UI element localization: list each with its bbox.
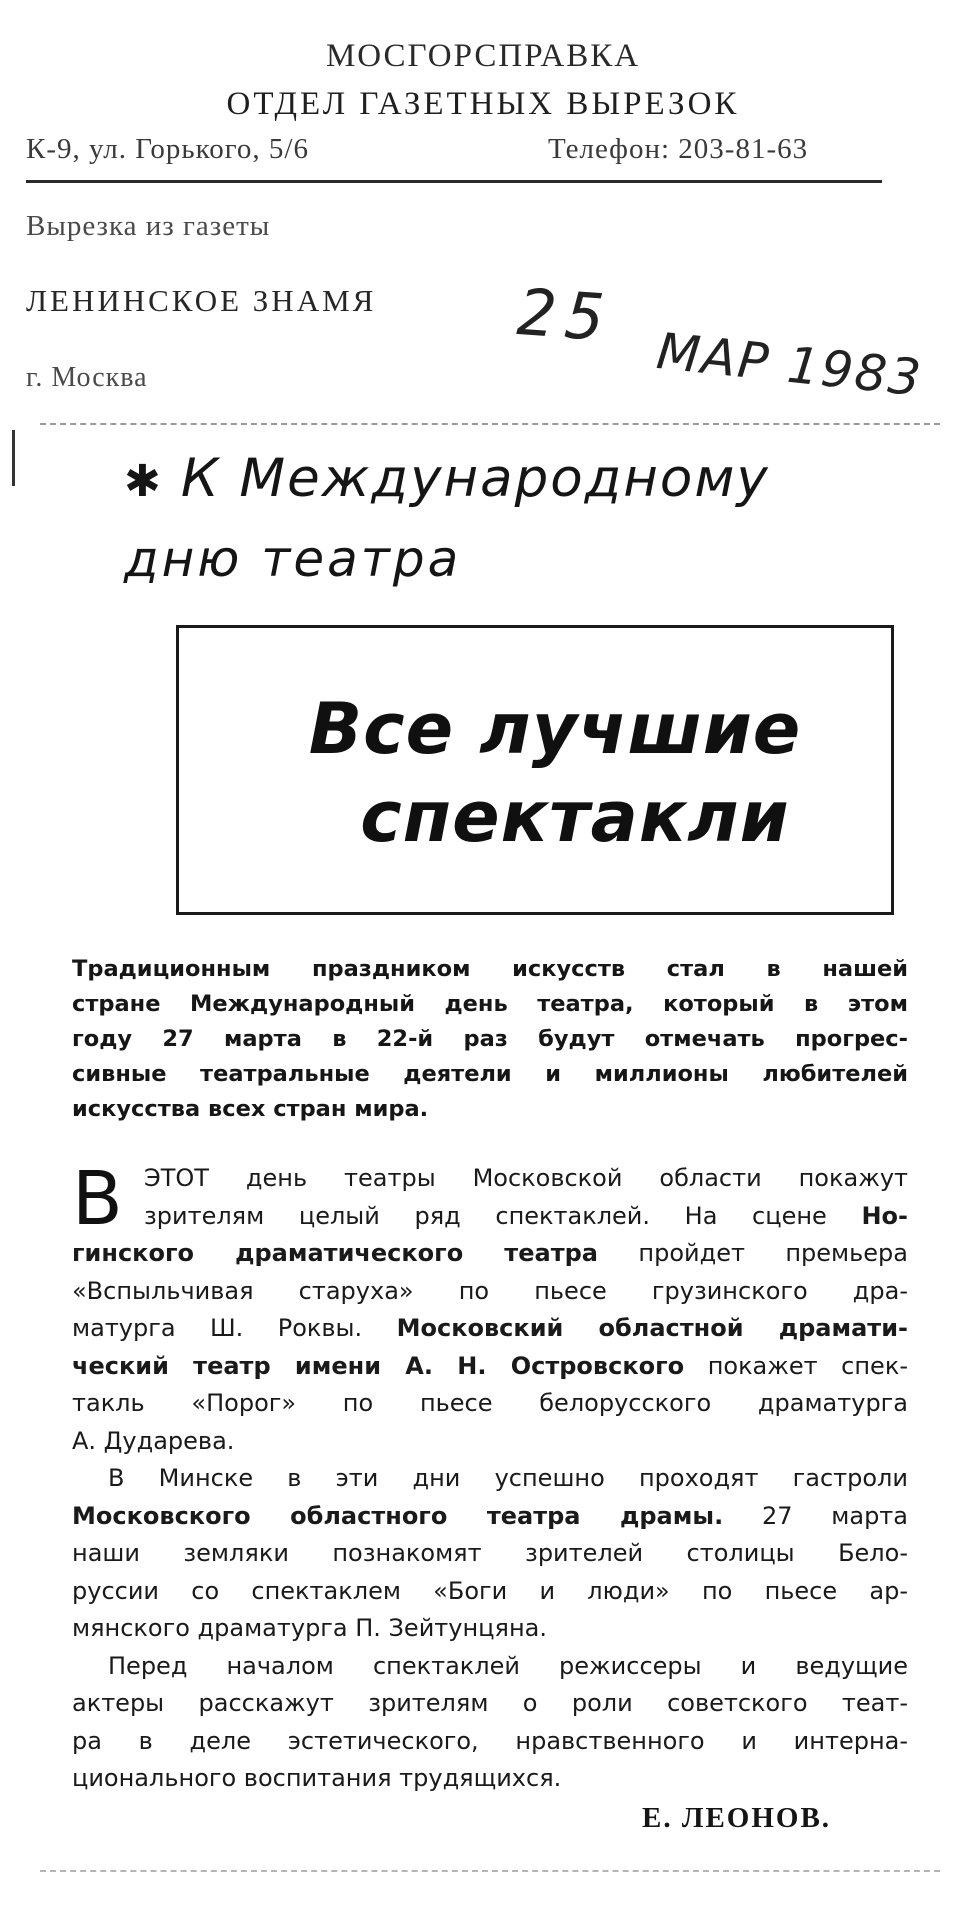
body-line: актеры расскажут зрителям о роли советского теат-	[72, 1689, 908, 1717]
letterhead-address: К-9, ул. Горького, 5/6	[26, 133, 309, 165]
headline-line-1: Все лучшие	[308, 688, 802, 770]
rubric-line-2: дню театра	[124, 530, 462, 588]
headline-line-2: спектакли	[360, 776, 790, 858]
body-line: такль «Порог» по пьесе белорусского драматурга	[72, 1389, 908, 1417]
lead-line: году 27 марта в 22-й раз будут отмечать прогрес-	[72, 1026, 908, 1052]
headline-box	[176, 625, 894, 915]
body-line: Московского областного театра драмы. 27 марта	[72, 1501, 908, 1530]
drop-cap: В	[72, 1156, 123, 1242]
scan-edge-mark	[12, 430, 15, 486]
author-signature: Е. ЛЕОНОВ.	[642, 1802, 832, 1834]
body-line: наши земляки познакомят зрителей столицы Бело-	[72, 1539, 908, 1567]
body-line: В Минске в эти дни успешно проходят гастроли	[108, 1464, 908, 1492]
date-stamp-day: 25	[514, 276, 617, 357]
cut-line-top	[40, 423, 940, 425]
cut-line-bottom	[40, 1870, 940, 1872]
rubric-text-1: К Международному	[180, 448, 770, 509]
body-line: ционального воспитания трудящихся.	[72, 1764, 562, 1792]
body-line: А. Дударева.	[72, 1426, 235, 1455]
body-line: ЭТОТ день театры Московской области покажут	[144, 1164, 908, 1192]
letterhead-divider	[26, 180, 882, 183]
body-line: зрителям целый ряд спектаклей. На сцене Но-	[144, 1201, 908, 1230]
letterhead-phone: Телефон: 203-81-63	[548, 133, 809, 165]
newspaper-name: ЛЕНИНСКОЕ ЗНАМЯ	[26, 283, 377, 318]
body-line: матурга Ш. Роквы. Московский областной драмати-	[72, 1314, 908, 1342]
lead-paragraph	[72, 952, 908, 1127]
body-line: Перед началом спектаклей режиссеры и ведущие	[108, 1651, 908, 1680]
newspaper-city: г. Москва	[26, 362, 148, 393]
body-line: мянского драматурга П. Зейтунцяна.	[72, 1614, 547, 1642]
body-line: ра в деле эстетического, нравственного и интерна-	[72, 1726, 908, 1755]
body-line: руссии со спектаклем «Боги и люди» по пьесе ар-	[72, 1576, 908, 1605]
letterhead-department: ОТДЕЛ ГАЗЕТНЫХ ВЫРЕЗОК	[226, 86, 740, 122]
asterisk-icon: ✱	[124, 456, 163, 507]
date-stamp-month-year: МАР 1983	[653, 322, 926, 408]
clipping-source-label: Вырезка из газеты	[26, 210, 271, 242]
body-line: ческий театр имени А. Н. Островского покажет спек-	[72, 1351, 908, 1380]
lead-line: Традиционным праздником искусств стал в нашей	[72, 956, 908, 982]
article-body	[72, 1156, 908, 1798]
body-line: гинского драматического театра пройдет премьера	[72, 1239, 908, 1267]
rubric-line-1	[124, 448, 770, 509]
letterhead-organization: МОСГОРСПРАВКА	[325, 38, 641, 74]
lead-line: сивные театральные деятели и миллионы любителей	[72, 1061, 908, 1087]
lead-line: стране Международный день театра, который в этом	[72, 991, 908, 1017]
body-line: «Вспыльчивая старуха» по пьесе грузинского дра-	[72, 1276, 908, 1305]
lead-line: искусства всех стран мира.	[72, 1096, 429, 1122]
